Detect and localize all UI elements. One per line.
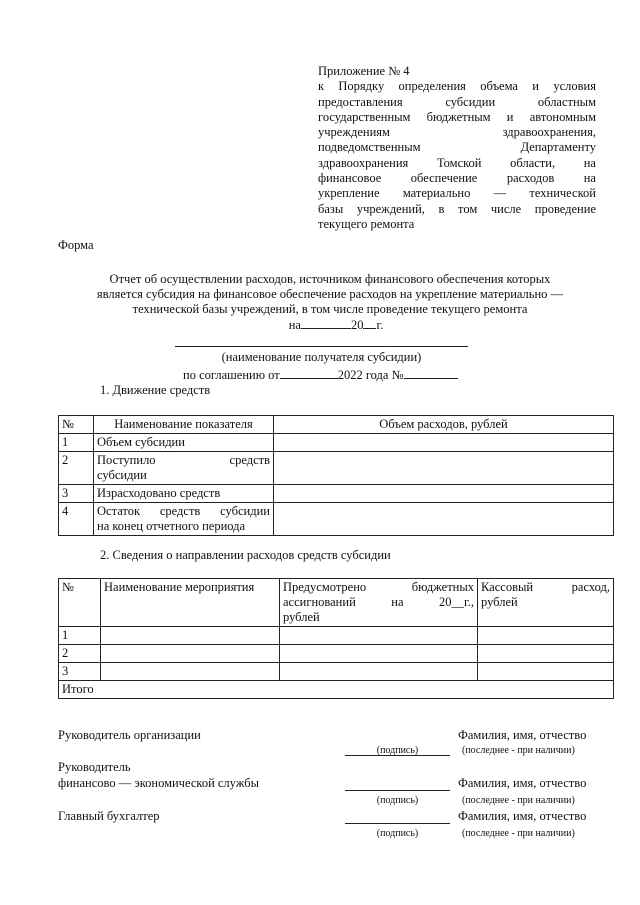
appendix-line: базы учреждений, в том числе проведение [318, 201, 596, 216]
event-cell[interactable] [101, 627, 280, 645]
cash-cell[interactable] [478, 663, 614, 681]
signer-name-label: Фамилия, имя, отчество [458, 809, 587, 823]
appendix-line: здравоохранения Томской области, на [318, 155, 596, 170]
signature-line[interactable] [345, 790, 450, 791]
appendix-line: учреждениям здравоохранения, [318, 125, 596, 140]
signer-role: Главный бухгалтер [58, 809, 160, 823]
signer-name-caption: (последнее - при наличии) [462, 745, 575, 756]
header-cash: Кассовый расход, рублей [478, 579, 614, 627]
budget-cell[interactable] [280, 627, 478, 645]
table-row: 4 Остаток средств субсидии на конец отчетного периода [59, 503, 614, 536]
budget-cell[interactable] [280, 645, 478, 663]
header-num: № [59, 579, 101, 627]
amount-cell[interactable] [274, 485, 614, 503]
appendix-line: государственным бюджетным и автономным [318, 109, 596, 124]
signer-role: Руководитель [58, 760, 131, 774]
appendix-line: укрепление материально — технической [318, 186, 596, 201]
appendix-line: предоставления субсидии областным [318, 94, 596, 109]
table-header-row [59, 416, 614, 434]
appendix-line: финансовое обеспечение расходов на [318, 171, 596, 186]
table-row: 1 Объем субсидии [59, 434, 614, 452]
signer-name-label: Фамилия, имя, отчество [458, 776, 587, 790]
appendix-line: к Порядку определения объема и условия [318, 79, 596, 94]
event-cell[interactable] [101, 645, 280, 663]
signature-line[interactable] [345, 823, 450, 824]
section1-title: 1. Движение средств [100, 383, 211, 397]
header-event: Наименование мероприятия [101, 579, 280, 627]
signature-caption: (подпись) [376, 745, 419, 756]
signature-caption: (подпись) [376, 795, 419, 806]
budget-cell[interactable] [280, 663, 478, 681]
date-blank [301, 317, 351, 329]
appendix-header [318, 64, 596, 232]
expenses-table [58, 578, 614, 699]
agreement-date-blank [280, 367, 338, 379]
report-date: на 20 г. [288, 318, 384, 332]
year-blank [363, 317, 376, 329]
signer-name-caption: (последнее - при наличии) [462, 828, 575, 839]
signer-name-label: Фамилия, имя, отчество [458, 728, 587, 742]
recipient-caption: (наименование получателя субсидии) [221, 350, 422, 364]
header-num: № [59, 416, 94, 434]
agreement-line: по соглашению от 2022 года № [183, 367, 458, 383]
table-row: 3 [59, 663, 614, 681]
section2-title: 2. Сведения о направлении расходов средств субсидии [100, 548, 391, 562]
total-row: Итого [59, 681, 614, 699]
amount-cell[interactable] [274, 452, 614, 485]
amount-cell[interactable] [274, 434, 614, 452]
signer-name-caption: (последнее - при наличии) [462, 795, 575, 806]
appendix-line: подведомственным Департаменту [318, 140, 596, 155]
table-row: 1 [59, 627, 614, 645]
table-row: 2 [59, 645, 614, 663]
cash-cell[interactable] [478, 627, 614, 645]
agreement-number-blank [404, 367, 458, 379]
signature-caption: (подпись) [376, 828, 419, 839]
cash-cell[interactable] [478, 645, 614, 663]
recipient-line [175, 346, 468, 347]
movement-table [58, 415, 614, 536]
event-cell[interactable] [101, 663, 280, 681]
table-row: 2 Поступило средств субсидии [59, 452, 614, 485]
appendix-line: текущего ремонта [318, 216, 415, 231]
header-amount: Объем расходов, рублей [274, 416, 614, 434]
table-row: 3 Израсходовано средств [59, 485, 614, 503]
amount-cell[interactable] [274, 503, 614, 536]
appendix-line: Приложение № 4 [318, 64, 410, 78]
report-title: Отчет об осуществлении расходов, источником финансового обеспечения которых является субсидия на финансовое обеспечение расходов на укрепление материально — технической базы учреждений, в том числе проведение текущего ремонта на 20 г. [30, 272, 630, 333]
table-header-row [59, 579, 614, 627]
form-label: Форма [58, 238, 94, 252]
header-budget: Предусмотрено бюджетных ассигнований на 20__г., рублей [280, 579, 478, 627]
header-indicator: Наименование показателя [94, 416, 274, 434]
signer-role: финансово — экономической службы [58, 776, 259, 790]
signer-role: Руководитель организации [58, 728, 201, 742]
